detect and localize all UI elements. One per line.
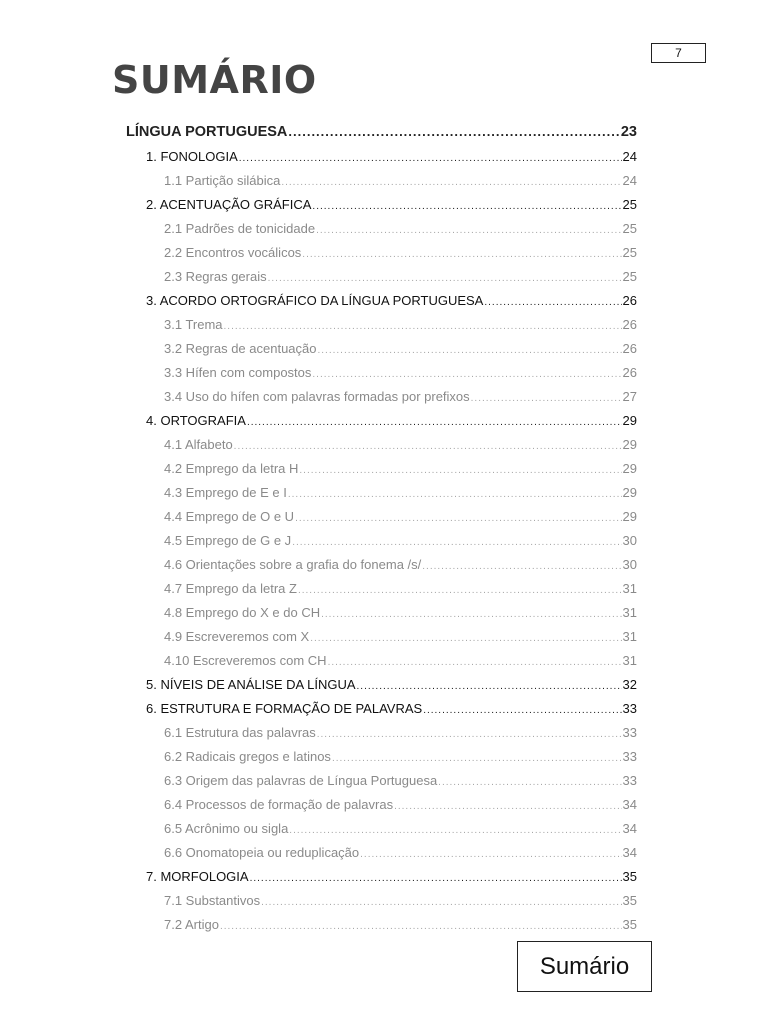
dot-leader: [316, 219, 621, 241]
toc-entry-page-number: 25: [622, 269, 637, 284]
toc-chapter-entry[interactable]: [126, 865, 637, 889]
toc-entry-label: 3.4 Uso do hífen com palavras formadas por prefixos: [164, 389, 470, 404]
toc-entry-page-number: 34: [622, 821, 637, 836]
toc-entry-page-number: 35: [622, 917, 637, 932]
dot-leader: [317, 723, 622, 745]
table-of-contents: [126, 119, 637, 937]
toc-entry-page-number: 25: [622, 197, 637, 212]
toc-entry-page-number: 35: [622, 869, 637, 884]
toc-subsection-entry[interactable]: [126, 481, 637, 505]
toc-entry-label: 2.1 Padrões de tonicidade: [164, 221, 316, 236]
dot-leader: [438, 771, 621, 793]
toc-subsection-entry[interactable]: [126, 745, 637, 769]
toc-entry-label: 3. ACORDO ORTOGRÁFICO DA LÍNGUA PORTUGUESA: [146, 293, 484, 308]
toc-subsection-entry[interactable]: [126, 505, 637, 529]
toc-chapter-entry[interactable]: [126, 673, 637, 697]
toc-entry-page-number: 33: [622, 773, 637, 788]
toc-entry-page-number: 29: [622, 437, 637, 452]
dot-leader: [288, 483, 622, 505]
toc-entry-page-number: 23: [620, 124, 637, 140]
toc-entry-label: 4.5 Emprego de G e J: [164, 533, 292, 548]
dot-leader: [250, 867, 622, 889]
toc-entry-page-number: 34: [622, 797, 637, 812]
dot-leader: [332, 747, 622, 769]
dot-leader: [423, 699, 621, 721]
toc-entry-page-number: 35: [622, 893, 637, 908]
toc-entry-label: 4.3 Emprego de E e I: [164, 485, 287, 500]
toc-subsection-entry[interactable]: [126, 649, 637, 673]
toc-entry-page-number: 33: [622, 749, 637, 764]
toc-subsection-entry[interactable]: [126, 217, 637, 241]
dot-leader: [234, 435, 622, 457]
dot-leader: [422, 555, 621, 577]
dot-leader: [318, 339, 622, 361]
dot-leader: [299, 459, 621, 481]
toc-subsection-entry[interactable]: [126, 553, 637, 577]
toc-entry-page-number: 30: [622, 533, 637, 548]
toc-subsection-entry[interactable]: [126, 313, 637, 337]
toc-chapter-entry[interactable]: [126, 289, 637, 313]
toc-entry-page-number: 33: [622, 701, 637, 716]
toc-entry-label: 7.1 Substantivos: [164, 893, 261, 908]
dot-leader: [310, 627, 621, 649]
toc-entry-page-number: 31: [622, 629, 637, 644]
toc-entry-page-number: 26: [622, 317, 637, 332]
toc-entry-page-number: 29: [622, 413, 637, 428]
toc-entry-label: 4. ORTOGRAFIA: [146, 413, 246, 428]
toc-subsection-entry[interactable]: [126, 385, 637, 409]
toc-subsection-entry[interactable]: [126, 457, 637, 481]
toc-chapter-entry[interactable]: [126, 697, 637, 721]
dot-leader: [360, 843, 621, 865]
dot-leader: [268, 267, 622, 289]
toc-entry-page-number: 26: [622, 293, 637, 308]
toc-subsection-entry[interactable]: [126, 577, 637, 601]
toc-entry-label: 4.2 Emprego da letra H: [164, 461, 299, 476]
dot-leader: [295, 507, 621, 529]
toc-entry-label: 7. MORFOLOGIA: [146, 869, 249, 884]
toc-subsection-entry[interactable]: [126, 337, 637, 361]
toc-entry-page-number: 26: [622, 341, 637, 356]
toc-entry-label: 6. ESTRUTURA E FORMAÇÃO DE PALAVRAS: [146, 701, 423, 716]
toc-subsection-entry[interactable]: [126, 529, 637, 553]
toc-section-heading[interactable]: [126, 119, 637, 145]
toc-subsection-entry[interactable]: [126, 769, 637, 793]
toc-entry-label: 3.3 Hífen com compostos: [164, 365, 312, 380]
toc-entry-page-number: 31: [622, 581, 637, 596]
dot-leader: [247, 411, 622, 433]
toc-entry-label: 6.5 Acrônimo ou sigla: [164, 821, 289, 836]
dot-leader: [288, 119, 619, 145]
dot-leader: [302, 243, 621, 265]
toc-subsection-entry[interactable]: [126, 889, 637, 913]
dot-leader: [261, 891, 621, 913]
toc-subsection-entry[interactable]: [126, 601, 637, 625]
toc-entry-label: 4.1 Alfabeto: [164, 437, 233, 452]
toc-entry-label: 1. FONOLOGIA: [146, 149, 238, 164]
dot-leader: [281, 171, 621, 193]
toc-subsection-entry[interactable]: [126, 721, 637, 745]
toc-entry-label: 6.3 Origem das palavras de Língua Portuguesa: [164, 773, 438, 788]
dot-leader: [298, 579, 622, 601]
toc-entry-label: 5. NÍVEIS DE ANÁLISE DA LÍNGUA: [146, 677, 356, 692]
toc-subsection-entry[interactable]: [126, 241, 637, 265]
toc-entry-page-number: 30: [622, 557, 637, 572]
toc-entry-page-number: 26: [622, 365, 637, 380]
dot-leader: [220, 915, 622, 937]
toc-entry-page-number: 29: [622, 509, 637, 524]
toc-entry-label: 4.8 Emprego do X e do CH: [164, 605, 321, 620]
toc-subsection-entry[interactable]: [126, 169, 637, 193]
toc-entry-page-number: 29: [622, 461, 637, 476]
toc-entry-label: 4.7 Emprego da letra Z: [164, 581, 297, 596]
dot-leader: [484, 291, 621, 313]
dot-leader: [357, 675, 622, 697]
toc-entry-page-number: 25: [622, 245, 637, 260]
toc-entry-page-number: 27: [622, 389, 637, 404]
toc-subsection-entry[interactable]: [126, 793, 637, 817]
dot-leader: [328, 651, 622, 673]
dot-leader: [394, 795, 621, 817]
toc-entry-label: 2.3 Regras gerais: [164, 269, 267, 284]
toc-subsection-entry[interactable]: [126, 265, 637, 289]
dot-leader: [239, 147, 622, 169]
dot-leader: [292, 531, 621, 553]
toc-entry-label: 3.2 Regras de acentuação: [164, 341, 317, 356]
toc-chapter-entry[interactable]: [126, 409, 637, 433]
toc-subsection-entry[interactable]: [126, 817, 637, 841]
toc-chapter-entry[interactable]: [126, 193, 637, 217]
toc-entry-page-number: 25: [622, 221, 637, 236]
toc-entry-page-number: 34: [622, 845, 637, 860]
toc-entry-label: 7.2 Artigo: [164, 917, 219, 932]
toc-subsection-entry[interactable]: [126, 361, 637, 385]
toc-entry-label: 3.1 Trema: [164, 317, 223, 332]
page-title: SUMÁRIO: [112, 58, 317, 102]
summary-link-button[interactable]: Sumário: [517, 941, 652, 992]
toc-subsection-entry[interactable]: [126, 913, 637, 937]
toc-entry-label: 4.10 Escreveremos com CH: [164, 653, 327, 668]
toc-entry-page-number: 31: [622, 653, 637, 668]
toc-entry-label: 6.6 Onomatopeia ou reduplicação: [164, 845, 360, 860]
dot-leader: [312, 195, 621, 217]
toc-entry-label: 2.2 Encontros vocálicos: [164, 245, 302, 260]
toc-entry-label: 6.1 Estrutura das palavras: [164, 725, 316, 740]
toc-entry-label: 4.9 Escreveremos com X: [164, 629, 310, 644]
dot-leader: [312, 363, 621, 385]
toc-subsection-entry[interactable]: [126, 841, 637, 865]
toc-entry-label: 4.4 Emprego de O e U: [164, 509, 295, 524]
toc-entry-label: 4.6 Orientações sobre a grafia do fonema /s/: [164, 557, 422, 572]
toc-chapter-entry[interactable]: [126, 145, 637, 169]
toc-subsection-entry[interactable]: [126, 433, 637, 457]
toc-entry-page-number: 31: [622, 605, 637, 620]
page-number: 7: [651, 43, 706, 63]
toc-entry-page-number: 32: [622, 677, 637, 692]
toc-entry-label: 6.2 Radicais gregos e latinos: [164, 749, 331, 764]
toc-entry-label: 6.4 Processos de formação de palavras: [164, 797, 394, 812]
toc-entry-page-number: 29: [622, 485, 637, 500]
dot-leader: [289, 819, 621, 841]
toc-entry-page-number: 33: [622, 725, 637, 740]
toc-entry-label: 1.1 Partição silábica: [164, 173, 281, 188]
dot-leader: [321, 603, 621, 625]
toc-entry-page-number: 24: [622, 149, 637, 164]
toc-entry-label: LÍNGUA PORTUGUESA: [126, 124, 288, 140]
dot-leader: [471, 387, 622, 409]
toc-subsection-entry[interactable]: [126, 625, 637, 649]
toc-entry-label: 2. ACENTUAÇÃO GRÁFICA: [146, 197, 312, 212]
dot-leader: [224, 315, 622, 337]
toc-entry-page-number: 24: [622, 173, 637, 188]
